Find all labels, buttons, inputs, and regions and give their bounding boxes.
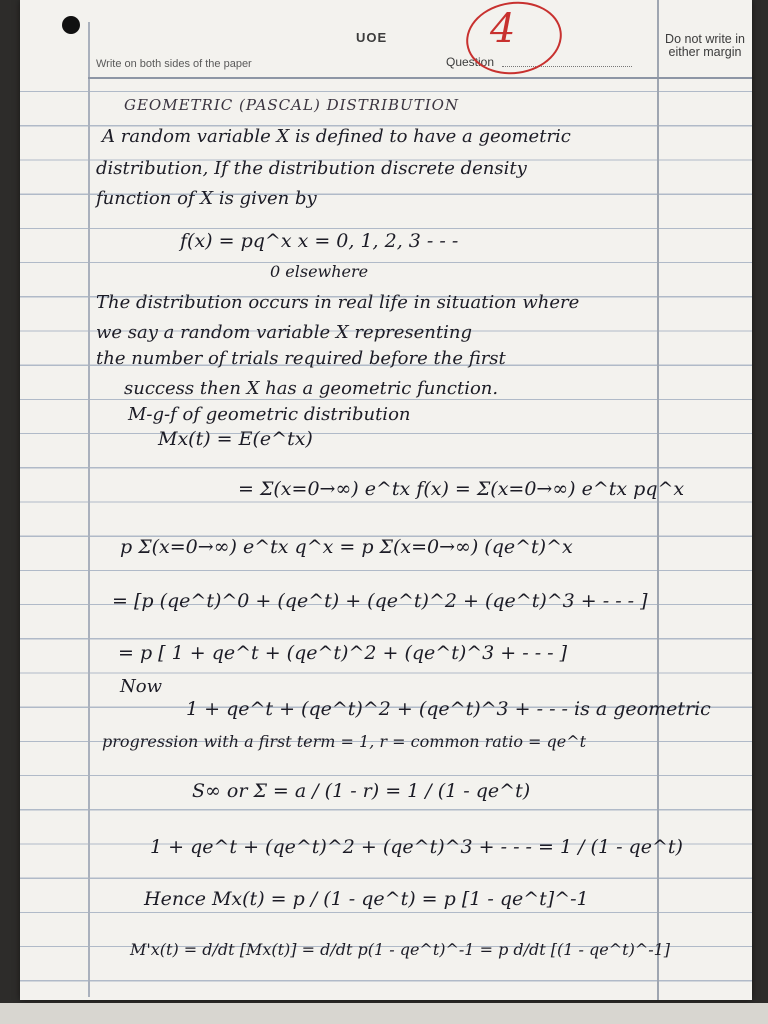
- equation-line: Hence Mx(t) = p / (1 - qe^t) = p [1 - qe^t]^-1: [144, 888, 589, 910]
- question-number: 4: [490, 6, 516, 52]
- handwritten-line: success then X has a geometric function.: [124, 378, 499, 399]
- equation-line: M'x(t) = d/dt [Mx(t)] = d/dt p(1 - qe^t)^-1 = p d/dt [(1 - qe^t)^-1]: [130, 940, 671, 959]
- equation-line: = [p (qe^t)^0 + (qe^t) + (qe^t)^2 + (qe^t)^3 + - - - ]: [112, 590, 648, 612]
- handwritten-line: function of X is given by: [96, 188, 317, 209]
- handwritten-line: we say a random variable X representing: [96, 322, 472, 343]
- equation-line: S∞ or Σ = a / (1 - r) = 1 / (1 - qe^t): [192, 780, 531, 802]
- institution-label: UOE: [356, 30, 388, 45]
- handwritten-line: distribution, If the distribution discrete density: [96, 158, 527, 179]
- equation-line: = Σ(x=0→∞) e^tx f(x) = Σ(x=0→∞) e^tx pq^x: [238, 478, 685, 500]
- question-label: Question: [446, 55, 495, 69]
- handwritten-line: the number of trials required before the first: [96, 348, 506, 369]
- punch-hole: [62, 16, 80, 34]
- handwritten-line: M-g-f of geometric distribution: [128, 404, 411, 425]
- header-rule: [88, 77, 752, 79]
- handwritten-line: Now: [120, 676, 162, 697]
- handwritten-line: The distribution occurs in real life in situation where: [96, 292, 580, 313]
- mgf-definition: Mx(t) = E(e^tx): [158, 428, 313, 450]
- equation-line: 1 + qe^t + (qe^t)^2 + (qe^t)^3 + - - - = 1 / (1 - qe^t): [150, 836, 683, 858]
- margin-instruction: Do not write in either margin: [665, 32, 745, 59]
- handwritten-line: A random variable X is defined to have a geometric: [102, 126, 571, 147]
- equation-line: = p [ 1 + qe^t + (qe^t)^2 + (qe^t)^3 + - - - ]: [118, 642, 568, 664]
- exam-answer-sheet: [20, 0, 752, 1000]
- write-on-instruction: Write on both sides of the paper: [96, 58, 252, 70]
- table-surface-strip: [0, 1003, 768, 1024]
- handwritten-line: 0 elsewhere: [270, 262, 369, 281]
- left-margin-rule: [88, 22, 90, 997]
- pmf-formula: f(x) = pq^x x = 0, 1, 2, 3 - - -: [180, 230, 459, 252]
- equation-line: p Σ(x=0→∞) e^tx q^x = p Σ(x=0→∞) (qe^t)^x: [120, 536, 573, 558]
- heading-line: GEOMETRIC (PASCAL) DISTRIBUTION: [124, 96, 460, 114]
- equation-line: 1 + qe^t + (qe^t)^2 + (qe^t)^3 + - - - is a geometric: [186, 698, 711, 720]
- handwritten-line: progression with a first term = 1, r = common ratio = qe^t: [102, 732, 587, 751]
